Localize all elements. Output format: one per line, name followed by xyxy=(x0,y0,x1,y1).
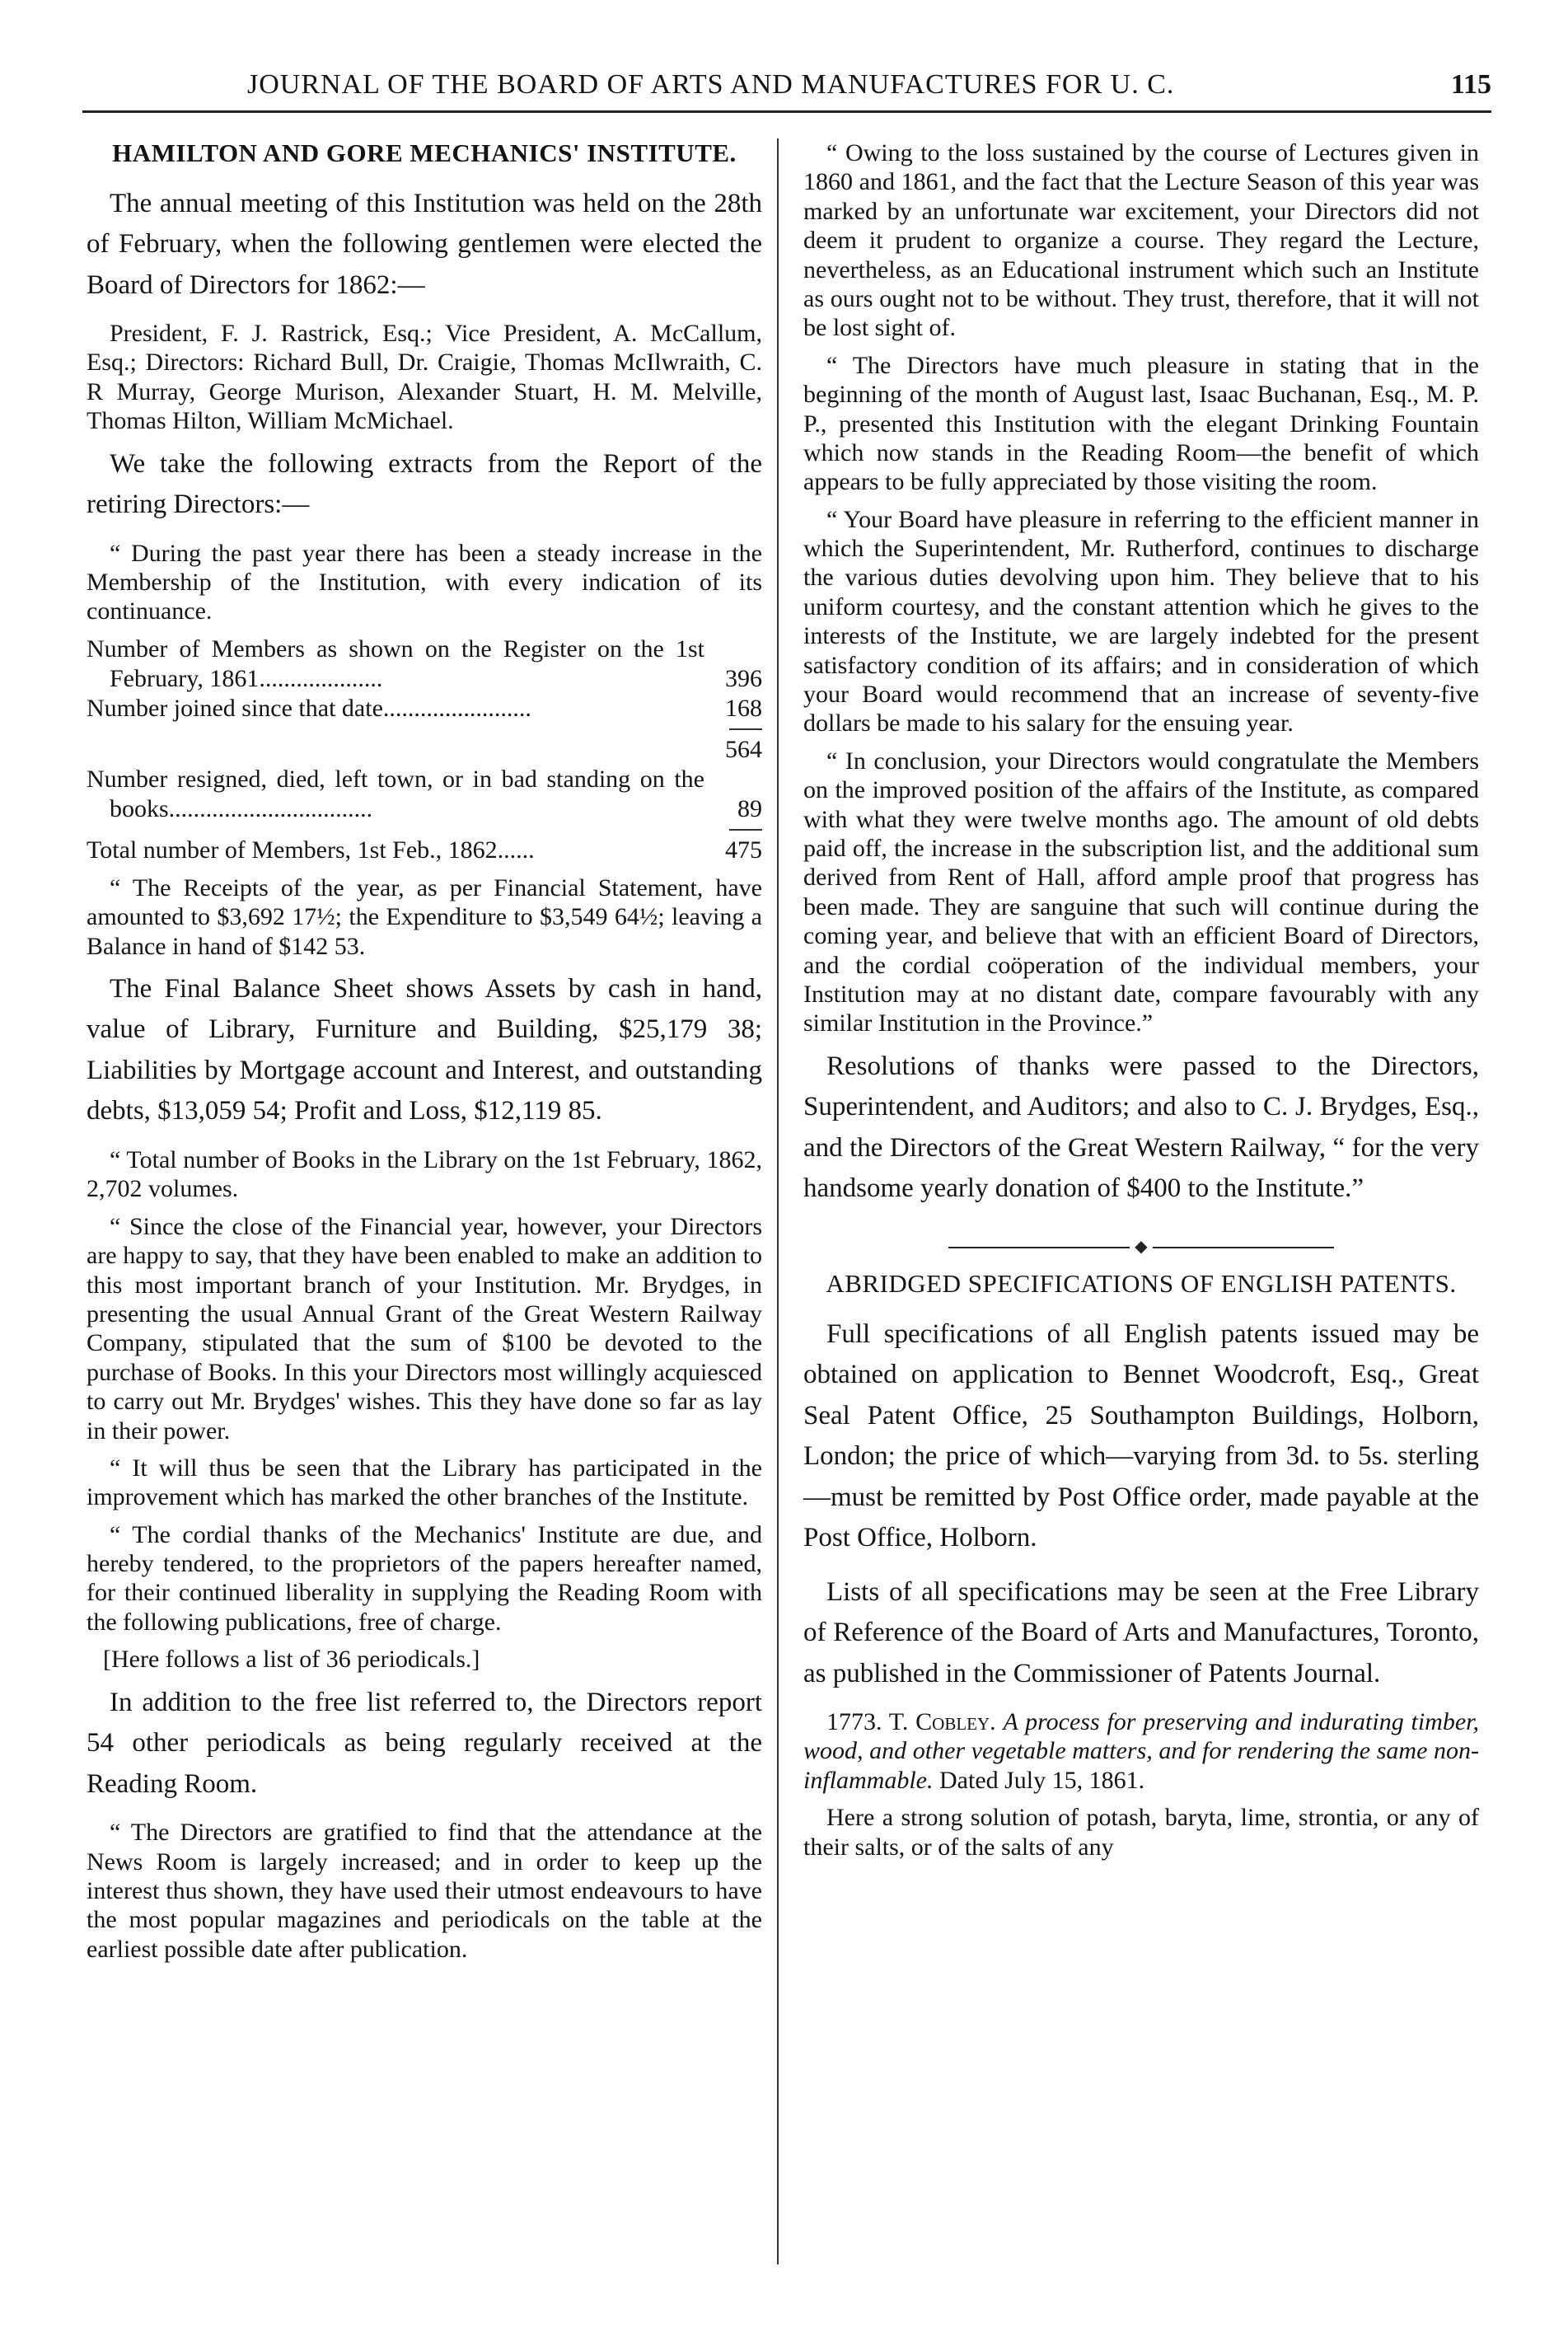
patent-title: A process for preserving and indurating timber, wood, and other vegetable matters, and for rendering the same non-inflammable. xyxy=(803,1708,1480,1794)
table-row xyxy=(87,836,762,865)
sum-rule xyxy=(729,829,762,831)
paragraph: In addition to the free list referred to, the Directors report 54 other periodicals as being regularly received at the Reading Room. xyxy=(87,1687,762,1799)
right-column xyxy=(803,138,1479,1870)
stat-label: Total number of Members, 1st Feb., 1862...... xyxy=(87,836,535,864)
paragraph: “ The Directors have much pleasure in stating that in the beginning of the month of August last, Isaac Buchanan, Esq., M. P. P., presented this Institution with the elegant Drinking Fountain which now stands in the Reading Room—the benefit of which appears to be fully appreciated by those visiting the room. xyxy=(803,351,1479,496)
paragraph: The annual meeting of this Institution was held on the 28th of February, when the following gentlemen were elected the Board of Directors for 1862:— xyxy=(87,188,762,300)
sum-rule xyxy=(729,728,762,730)
paragraph: “ The cordial thanks of the Mechanics' Institute are due, and hereby tendered, to the proprietors of the papers hereafter named, for their continued liberality in supplying the Reading Room with the following publications, free of charge. xyxy=(87,1520,762,1636)
paragraph: Resolutions of thanks were passed to the Directors, Superintendent, and Auditors; and also to C. J. Brydges, Esq., and the Directors of the Great Western Railway, “ for the very handsome yearly donation of $400 to the Institute.” xyxy=(803,1051,1479,1204)
paragraph: “ The Receipts of the year, as per Financial Statement, have amounted to $3,692 17½; the Expenditure to $3,549 64½; leaving a Balance in hand of $142 53. xyxy=(87,873,762,960)
stat-value: 396 xyxy=(725,664,762,692)
paragraph: Here a strong solution of potash, baryta, lime, strontia, or any of their salts, or of the salts of any xyxy=(803,1804,1479,1861)
paragraph: “ It will thus be seen that the Library has participated in the improvement which has marked the other branches of the Institute. xyxy=(87,1454,762,1511)
table-row xyxy=(87,765,762,824)
paragraph: “ Total number of Books in the Library on the 1st February, 1862, 2,702 volumes. xyxy=(87,1145,762,1203)
membership-table xyxy=(87,635,762,865)
table-row xyxy=(87,635,762,694)
column-divider xyxy=(777,138,779,2264)
patent-entry xyxy=(803,1707,1479,1795)
stat-label: Number resigned, died, left town, or in bad standing on the books................................. xyxy=(87,765,704,822)
section-divider xyxy=(803,1238,1479,1257)
table-row xyxy=(87,694,762,723)
paragraph: We take the following extracts from the Report of the retiring Directors:— xyxy=(87,448,762,520)
stat-value: 168 xyxy=(725,694,762,722)
divider-line xyxy=(1153,1247,1334,1248)
page-number: 115 xyxy=(1450,69,1491,100)
patent-inventor: Cobley. xyxy=(915,1708,996,1735)
paragraph: “ The Directors are gratified to find that the attendance at the News Room is largely increased; and in order to keep up the interest thus shown, they have used their utmost endeavours to have the most popular magazines and periodicals on the table at the earliest possible date after publication. xyxy=(87,1819,762,1963)
stat-value: 89 xyxy=(737,794,762,822)
paragraph: The Final Balance Sheet shows Assets by cash in hand, value of Library, Furniture and Building, $25,179 38; Liabilities by Mortgage account and Interest, and outstanding debts, $13,059 54; Profit and Loss, $12,119 85. xyxy=(87,973,762,1126)
paragraph: “ During the past year there has been a steady increase in the Membership of the Institution, with every indication of its continuance. xyxy=(87,539,762,625)
paragraph: “ In conclusion, your Directors would congratulate the Members on the improved position of the affairs of the Institute, as compared with what they were twelve months ago. The amount of old debts paid off, the increase in the subscription list, and the additional sum derived from Rent of Hall, afford ample proof that progress has been made. They are sanguine that such will continue during the coming year, and believe that with an efficient Board of Directors, and the cordial coöperation of the individual members, your Institution may at no distant date, compare favourably with any similar Institution in the Province.” xyxy=(803,747,1479,1037)
paragraph: President, F. J. Rastrick, Esq.; Vice President, A. McCallum, Esq.; Directors: Richard Bull, Dr. Craigie, Thomas McIlwraith, C. R Murray, George Murison, Alexander Stuart, H. M. Melville, Thomas Hilton, William McMichael. xyxy=(87,320,762,435)
paragraph: Lists of all specifications may be seen at the Free Library of Reference of the Board of Arts and Manufactures, Toronto, as published in the Commissioner of Patents Journal. xyxy=(803,1576,1479,1688)
stat-value: 564 xyxy=(725,735,762,763)
table-row xyxy=(87,735,762,765)
stat-value: 475 xyxy=(725,836,762,864)
diamond-ornament-icon: ◆ xyxy=(1135,1238,1148,1257)
patent-date: Dated July 15, 1861. xyxy=(933,1766,1145,1794)
running-title: JOURNAL OF THE BOARD OF ARTS AND MANUFACTURES FOR U. C. xyxy=(247,69,1175,100)
paragraph: Full specifications of all English patents issued may be obtained on application to Bennet Woodcroft, Esq., Great Seal Patent Office, 25 Southampton Buildings, Holborn, London; the price of which—varying from 3d. to 5s. sterling—must be remitted by Post Office order, made payable at the Post Office, Holborn. xyxy=(803,1318,1479,1552)
stat-label: Number of Members as shown on the Register on the 1st February, 1861.................... xyxy=(87,635,704,692)
stat-label: Number joined since that date........................ xyxy=(87,694,531,722)
patent-number: 1773. T. xyxy=(826,1708,916,1735)
section-heading-hamilton: HAMILTON AND GORE MECHANICS' INSTITUTE. xyxy=(112,138,737,167)
paragraph: “ Your Board have pleasure in referring to the efficient manner in which the Superintendent, Mr. Rutherford, continues to discharge the various duties devolving upon him. They believe that to his uniform courtesy, and the constant attention which he gives to the interests of the Institute, we are largely indebted for the present satisfactory condition of its affairs; and in consideration of which your Board would recommend that an increase of seventy-five dollars be made to his salary for the ensuing year. xyxy=(803,505,1479,738)
paragraph: “ Owing to the loss sustained by the course of Lectures given in 1860 and 1861, and the fact that the Lecture Season of this year was marked by an unfortunate war excitement, your Directors did not deem it prudent to organize a course. They regard the Lecture, nevertheless, as an Educational instrument which such an Institute as ours ought not to be without. They trust, therefore, that it will not be lost sight of. xyxy=(803,139,1479,342)
page-header xyxy=(82,69,1491,113)
divider-line xyxy=(948,1247,1130,1248)
section-heading-patents: ABRIDGED SPECIFICATIONS OF ENGLISH PATENTS. xyxy=(826,1268,1457,1298)
paragraph: [Here follows a list of 36 periodicals.] xyxy=(103,1646,480,1674)
paragraph: “ Since the close of the Financial year, however, your Directors are happy to say, that they have been enabled to make an addition to this most important branch of your Institution. Mr. Brydges, in presenting the usual Annual Grant of the Great Western Railway Company, stipulated that the sum of $100 be devoted to the purchase of Books. In this your Directors most willingly acquiesced to carry out Mr. Brydges' wishes. This they have done so far as lay in their power. xyxy=(87,1212,762,1445)
left-column xyxy=(87,138,762,1972)
